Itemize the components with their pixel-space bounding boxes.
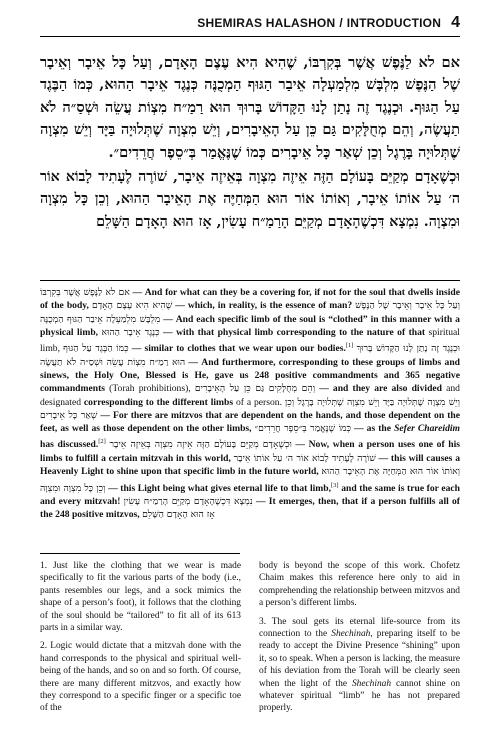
hebrew-text-block [40, 52, 460, 233]
footnote-3-text: , preparing itself to be ready to accept the Divine Presence “shining” upon it, so to speak. When a person is lacking, the measure of his deviation from the Torah will be clearly seen when the light of the [259, 629, 460, 689]
translation-text: — this Light being what gives eternal life to that limb, [105, 482, 332, 494]
hebrew-phrase: וְעַל כָּל אֵיבָר וְאֵיבָר שֶׁל הַנֶּפֶשׁ מִלְבָּשׁ מִלְמַעְלָה אֵיבַר הַגּוּף הַמְכֻנֶּה [40, 300, 460, 325]
footnote-ref: [1] [345, 342, 354, 350]
hebrew-paragraph-2: וּכְשֶׁאָדָם מְקַיֵּם בָּעוֹלָם הַזֶּה אֵיזֶה מִצְוָה בְּאֵיזֶה אֵיבָר, שׁוֹרֶה לֶעָתִיד לָבוֹא אוֹר ה׳ עַל אוֹתוֹ אֵיבָר, וְאוֹתוֹ אוֹר הוּא הַמְּחַיֶּה אֶת הָאֵיבָר הַהוּא, וְכֵן כָּל מִצְוָה וּמִצְוָה. נִמְצָא דִּכְשֶׁהָאָדָם מְקַיֵּם הָרַמַ״ח עָשִׂין, אָז הוּא הָאָדָם הַשָּׁלֵם [40, 169, 460, 230]
footnote-3-term: Shechinah [351, 678, 392, 689]
footnote-3-term: Shechinah [331, 629, 371, 640]
translation-text-plain: (Torah prohibitions), [105, 383, 195, 395]
translation-text: — which, in reality, is the essence of man? [172, 300, 356, 312]
hebrew-phrase: כְּמוֹ שֶׁנֶּאֱמַר בְּ״סֵפֶר חֲרֵדִים״ [254, 423, 351, 435]
translation-text: — similar to clothes that we wear upon our bodies. [128, 343, 346, 355]
footnotes [40, 560, 460, 745]
hebrew-phrase: נִמְצָא דִּכְשֶׁהָאָדָם מְקַיֵּם הָרַמַ״ח עָשִׂין [123, 496, 253, 508]
hebrew-phrase: כְּנֶגֶד אֵיבָר הַהוּא [101, 326, 160, 338]
hebrew-phrase: שֶׁהִיא הִיא עֶצֶם הָאָדָם [91, 300, 173, 312]
hebrew-phrase: כְּמוֹ הַבֶּגֶד עַל הַגּוּף [63, 343, 129, 355]
book-title: SHEMIRAS HALASHON [197, 16, 336, 30]
translation-text: — with that physical limb corresponding to the nature of that [159, 326, 429, 338]
section-title: INTRODUCTION [346, 16, 442, 30]
translation-text: corresponding to the different limbs [83, 396, 234, 408]
translation-text: has discussed. [40, 439, 99, 451]
translation-text-plain: and designated [40, 383, 460, 408]
header-rule [40, 36, 460, 37]
translation-text: — Now, when a person uses one of his limbs to fulfill a certain mitzvah in this world, [40, 439, 460, 464]
footnote-2-continued: body is beyond the scope of this work. Chofetz Chaim makes this reference here only to aid in comprehending the relationship between mitzvos and a person’s different limbs. [259, 561, 460, 609]
footnote-3 [259, 616, 460, 715]
footnote-3-text: cannot shine on whatever spiritual “limb” he has not prepared properly. [259, 678, 461, 714]
interlinear-translation [40, 286, 460, 522]
translation-text: — And for what can they be a covering for, if not for the soul that dwells inside of the body, [40, 287, 460, 312]
hebrew-phrase: וּכְשֶׁאָדָם מְקַיֵּם בָּעוֹלָם הַזֶּה אֵיזֶה מִצְוָה בְּאֵיזֶה אֵיבָר [109, 439, 292, 451]
hebrew-paragraph-1: אם לא לַנֶּפֶשׁ אֲשֶׁר בְּקִרְבּוֹ, שֶׁהִיא הִיא עֶצֶם הָאָדָם, וְעַל כָּל אֵיבָר וְאֵיבָר שֶׁל הַנֶּפֶשׁ מִלְבָּשׁ מִלְמַעְלָה אֵיבַר הַגּוּף הַמְכֻנֶּה כְּנֶגֶד אֵיבָר הַהוּא, כְּמוֹ הַבֶּגֶד עַל הַגּוּף. וּכְנֶגֶד זֶה נָתַן לָנוּ הַקָּדוֹשׁ בָּרוּךְ הוּא רַמַ״ח מִצְוֹת עֲשֵׂה וּשְׁסַ״ה לֹא תַעֲשֶׂה, וְהֵם מְחֻלָּקִים גַּם כֵּן עַל הָאֵיבָרִים, וְיֵשׁ מִצְוָה שֶׁתְּלוּיָה בַּיָּד וְיֵשׁ מִצְוָה שֶׁתְּלוּיָה בָּרֶגֶל וְכֵן שְׁאַר כָּל אֵיבָרִים כְּמוֹ שֶׁנֶּאֱמַר בְּ״סֵפֶר חֲרֵדִים״. [40, 54, 460, 161]
translation-text: — It emerges, then, that if a person fulfills all of the 248 positive mitzvos, [40, 496, 460, 521]
footnote-column-left [40, 560, 241, 745]
hebrew-phrase: אָז הוּא הָאָדָם הַשָּׁלֵם [142, 509, 215, 521]
running-header [40, 10, 460, 36]
hebrew-phrase: וְיֵשׁ מִצְוָה שֶׁתְּלוּיָה בַּיָּד וְיֵשׁ מִצְוָה שֶׁתְּלוּיָה בָּרֶגֶל וְכֵן שְׁאַר כָּל אֵיבָרִים [40, 396, 460, 421]
hebrew-phrase: שׁוֹרֶה לֶעָתִיד לָבוֹא אוֹר ה׳ עַל אוֹתוֹ אֵיבָר [233, 452, 376, 464]
hebrew-phrase: אם לא לַנֶּפֶשׁ אֲשֶׁר בְּקִרְבּוֹ [40, 287, 130, 298]
translation-text-plain: of a person. [233, 396, 285, 408]
page-number: 4 [451, 14, 460, 31]
header-separator: / [339, 16, 343, 30]
hebrew-phrase: וּכְנֶגֶד זֶה נָתַן לָנוּ הַקָּדוֹשׁ בָּרוּךְ הוּא רַמַ״ח מִצְוֹת עֲשֵׂה וּשְׁסַ״ה לֹא תַעֲשֶׂה [40, 343, 460, 368]
translation-text: — And each specific limb of the soul is “clothed” in this manner with a physical limb, [40, 313, 460, 338]
translation-text-plain: spiritual limb, [40, 326, 460, 355]
translation-text: and the same is true for each and every mitzvah! [40, 482, 461, 508]
hebrew-phrase: וְאוֹתוֹ אוֹר הוּא הַמְּחַיֶּה אֶת הָאֵיבָר הַהוּא וְכֵן כָּל מִצְוָה וּמִצְוָה [40, 466, 461, 494]
translation-text: — For there are mitzvos that are dependent on the hands, and those dependent on the feet, as well as those dependent on the other limbs, [40, 409, 460, 435]
section-divider [40, 280, 460, 281]
footnote-ref: [2] [98, 438, 106, 446]
translation-text: — and they are also divided [315, 383, 442, 395]
translation-text: — as the [351, 423, 395, 435]
footnote-2: 2. Logic would dictate that a mitzvah done with the hand corresponds to the physical and spiritual well-being of the hands, and so on and so forth. Of course, there are many different mitzvos, and exactly how they correspond to a specific finger or a specific toe of the [40, 641, 241, 714]
footnote-rule [40, 553, 240, 554]
book-title-italic: Sefer Chareidim [394, 423, 460, 435]
footnote-3-text: 3. The soul gets its eternal life-source from its connection to the [259, 616, 460, 640]
translation-text: — And furthermore, corresponding to these groups of limbs and sinews, the Holy One, Blessed is He, gave us 248 positive commandments and 365 negative commandments [40, 356, 460, 395]
footnote-ref: [3] [331, 481, 339, 489]
hebrew-phrase: וְהֵם מְחֻלָּקִים גַּם כֵּן עַל הָאֵיבָרִים [194, 383, 316, 395]
footnote-1: 1. Just like the clothing that we wear is made specifically to fit the various parts of the body (i.e., pants resembles our legs, and a sock mimics the shape of a person’s foot), it follows that the clothing of the soul should be “tailored” to fit all of its 613 parts in a similar way. [40, 561, 241, 634]
translation-text: — this will causes a Heavenly Light to shine upon that specific limb in the future world, [40, 452, 460, 478]
footnote-column-right [259, 560, 460, 745]
